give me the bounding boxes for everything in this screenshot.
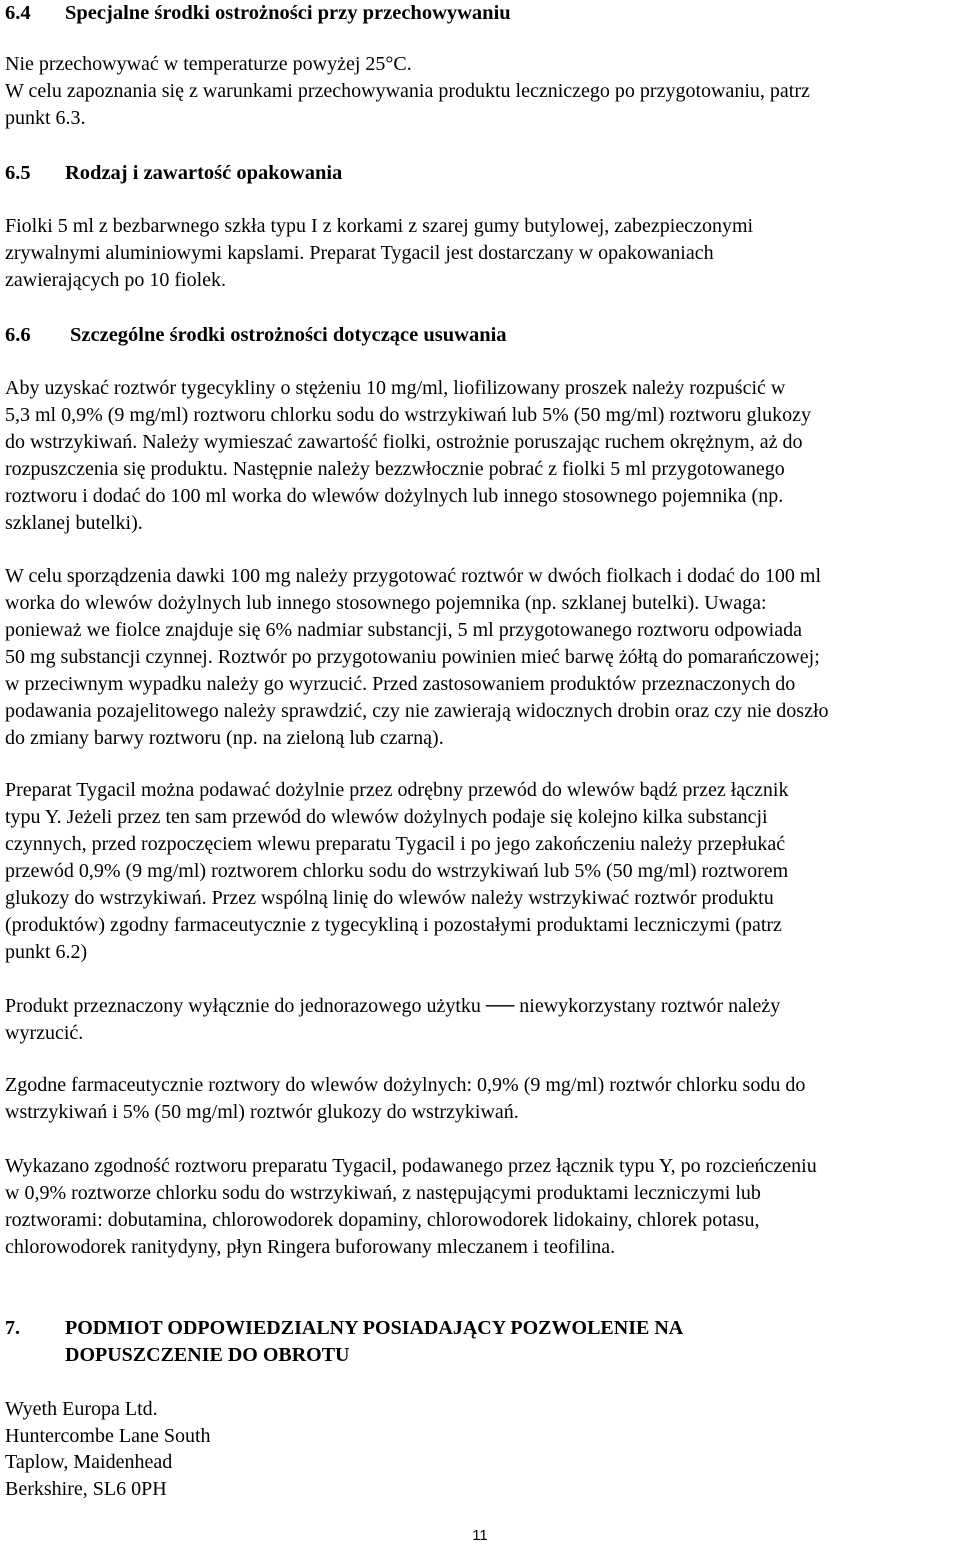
section-number: 6.4 [5, 2, 31, 24]
text-line: (produktów) zgodny farmaceutycznie z tygecykliną i pozostałymi produktami leczniczymi (patrz [5, 914, 782, 936]
section-number: 6.6 [5, 324, 31, 346]
text-line: Preparat Tygacil można podawać dożylnie przez odrębny przewód do wlewów bądź przez łącznik [5, 779, 789, 801]
section-6-6-paragraph-3 [5, 777, 788, 966]
section-6-6-paragraph-6 [5, 1153, 817, 1261]
text-line: do zmiany barwy roztworu (np. na zieloną lub czarną). [5, 727, 444, 749]
text-line: wstrzykiwań i 5% (50 mg/ml) roztwór glukozy do wstrzykiwań. [5, 1101, 519, 1123]
text-line: Nie przechowywać w temperaturze powyżej 25°C. [5, 53, 412, 75]
text-line: worka do wlewów dożylnych lub innego stosownego pojemnika (np. szklanej butelki). Uwaga: [5, 592, 767, 614]
text-line: W celu sporządzenia dawki 100 mg należy przygotować roztwór w dwóch fiolkach i dodać do 100 ml [5, 565, 822, 587]
section-6-6-paragraph-4 [5, 993, 780, 1047]
address-line: Berkshire, SL6 0PH [5, 1478, 167, 1501]
title-line: PODMIOT ODPOWIEDZIALNY POSIADAJĄCY POZWOLENIE NA [65, 1317, 684, 1339]
text-line: rozpuszczenia się produktu. Następnie należy bezzwłocznie pobrać z fiolki 5 ml przygotowanego [5, 458, 785, 480]
address-line: Taplow, Maidenhead [5, 1451, 173, 1474]
text-line: Wykazano zgodność roztworu preparatu Tygacil, podawanego przez łącznik typu Y, po rozcieńczeniu [5, 1155, 817, 1177]
section-title: Rodzaj i zawartość opakowania [65, 162, 343, 184]
page-number: 11 [472, 1527, 488, 1544]
section-6-6-paragraph-1 [5, 375, 811, 537]
text-line: w 0,9% roztworze chlorku sodu do wstrzykiwań, z następującymi produktami leczniczymi lub [5, 1182, 761, 1204]
text-line: Fiolki 5 ml z bezbarwnego szkła typu I z korkami z szarej gumy butylowej, zabezpieczonymi [5, 215, 754, 237]
section-6-5-paragraph [5, 213, 753, 294]
text-line: Zgodne farmaceutycznie roztwory do wlewów dożylnych: 0,9% (9 mg/ml) roztwór chlorku sodu do [5, 1074, 806, 1096]
text-line: szklanej butelki). [5, 512, 143, 534]
text-line: w przeciwnym wypadku należy go wyrzucić. Przed zastosowaniem produktów przeznaczonych do [5, 673, 796, 695]
text-line: chlorowodorek ranitydyny, płyn Ringera buforowany mleczanem i teofilina. [5, 1236, 616, 1258]
address-block [5, 1396, 211, 1503]
text-line: przewód 0,9% (9 mg/ml) roztworem chlorku sodu do wstrzykiwań lub 5% (50 mg/ml) roztworem [5, 860, 789, 882]
title-line: DOPUSZCZENIE DO OBROTU [65, 1344, 350, 1366]
text-line: punkt 6.2) [5, 941, 88, 963]
text-line: zawierających po 10 fiolek. [5, 269, 227, 291]
text-line: 5,3 ml 0,9% (9 mg/ml) roztworu chlorku sodu do wstrzykiwań lub 5% (50 mg/ml) roztworu glukozy [5, 404, 811, 426]
text-line: 50 mg substancji czynnej. Roztwór po przygotowaniu powinien mieć barwę żółtą do pomarańczowej; [5, 646, 820, 668]
text-line: zrywalnymi aluminiowymi kapslami. Preparat Tygacil jest dostarczany w opakowaniach [5, 242, 714, 264]
text-line: roztworami: dobutamina, chlorowodorek dopaminy, chlorowodorek lidokainy, chlorek potasu, [5, 1209, 760, 1231]
section-title [65, 1315, 683, 1369]
section-7-heading [5, 1315, 905, 1371]
text-line: podawania pozajelitowego należy sprawdzić, czy nie zawierają widocznych drobin oraz czy nie doszło [5, 700, 829, 722]
section-number: 6.5 [5, 162, 31, 184]
text-line: wyrzucić. [5, 1022, 84, 1044]
section-6-4-heading [5, 0, 511, 27]
text-line: czynnych, przed rozpoczęciem wlewu preparatu Tygacil i po jego zakończeniu należy przepłukać [5, 833, 786, 855]
text-line: Aby uzyskać roztwór tygecykliny o stężeniu 10 mg/ml, liofilizowany proszek należy rozpuścić w [5, 377, 786, 399]
section-title: Szczególne środki ostrożności dotyczące usuwania [70, 324, 507, 346]
text-line: glukozy do wstrzykiwań. Przez wspólną linię do wlewów należy wstrzykiwać roztwór produktu [5, 887, 774, 909]
address-line: Wyeth Europa Ltd. [5, 1398, 158, 1420]
section-6-6-heading [5, 322, 507, 349]
section-6-4-paragraph [5, 51, 810, 132]
text-line: typu Y. Jeżeli przez ten sam przewód do wlewów dożylnych podaje się kolejno kilka substancji [5, 806, 768, 828]
text-line: punkt 6.3. [5, 107, 86, 129]
section-6-6-paragraph-2 [5, 563, 829, 752]
text-line: W celu zapoznania się z warunkami przechowywania produktu leczniczego po przygotowaniu, patrz [5, 80, 810, 102]
text-line: do wstrzykiwań. Należy wymieszać zawartość fiolki, ostrożnie poruszając ruchem okrężnym, aż do [5, 431, 803, 453]
section-number: 7. [5, 1317, 20, 1339]
text-line: roztworu i dodać do 100 ml worka do wlewów dożylnych lub innego stosownego pojemnika (np. [5, 485, 784, 507]
section-6-6-paragraph-5 [5, 1072, 805, 1126]
section-6-5-heading [5, 160, 342, 187]
text-line: ponieważ we fiolce znajduje się 6% nadmiar substancji, 5 ml przygotowanego roztworu odpowiada [5, 619, 802, 641]
text-line: Produkt przeznaczony wyłącznie do jednorazowego użytku ── niewykorzystany roztwór należy [5, 995, 781, 1017]
address-line: Huntercombe Lane South [5, 1424, 211, 1447]
section-title: Specjalne środki ostrożności przy przechowywaniu [65, 2, 511, 24]
